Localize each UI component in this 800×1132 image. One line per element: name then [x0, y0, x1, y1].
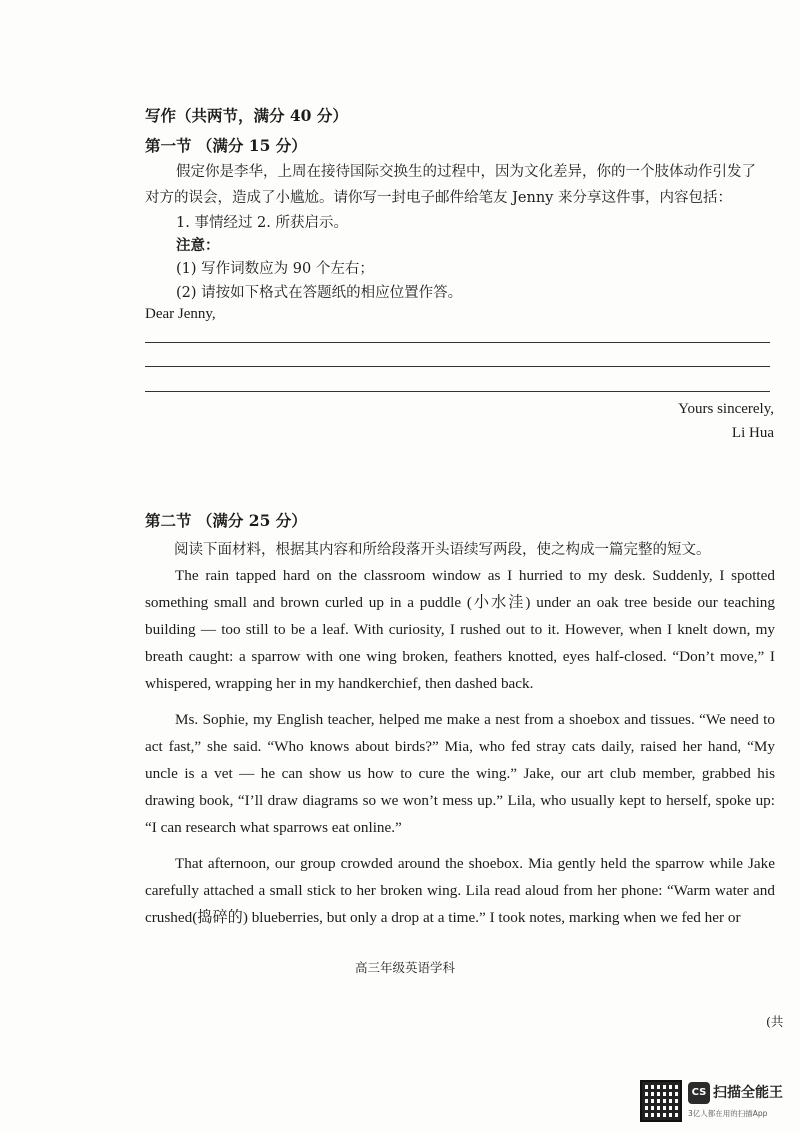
part1-heading: 第一节 （满分 15 分） — [145, 136, 307, 155]
part1-prompt-line2: 对方的误会，造成了小尴尬。请你写一封电子邮件给笔友 Jenny 来分享这件事，内容包括： — [145, 190, 732, 206]
answer-line-2 — [145, 366, 770, 367]
reading-passage — [145, 562, 775, 940]
camscanner-logo: CS — [688, 1082, 710, 1104]
notice-label: 注意： — [176, 237, 220, 254]
note-1: (1) 写作词数应为 90 个左右； — [176, 261, 374, 277]
answer-line-3 — [145, 391, 770, 392]
letter-closing: Yours sincerely, — [678, 401, 774, 417]
passage-paragraph-3: That afternoon, our group crowded around the shoebox. Mia gently held the sparrow while Jake carefully attached a small stick to her broken wing. Lila read aloud from her phone: “Warm water and crushed(捣碎的) blueberries, but only a drop at a time.” I took notes, marking when we fed her or — [145, 855, 775, 926]
passage-paragraph-1: The rain tapped hard on the classroom window as I hurried to my desk. Suddenly, I spotted something small and brown curled up in a puddle (小水洼) under an oak tree beside our teaching building — too still to be a leaf. With curiosity, I rushed out to it. However, when I knelt down, my breath caught: a sparrow with one wing broken, feathers knotted, eyes half-closed. “Don’t move,” I whispered, wrapping her in my handkerchief, then dashed back. — [145, 567, 775, 692]
answer-line-1 — [145, 342, 770, 343]
letter-greeting: Dear Jenny, — [145, 306, 216, 322]
footer-page-hint: (共 — [766, 1014, 784, 1029]
part2-heading: 第二节 （满分 25 分） — [145, 511, 307, 530]
section-title: 写作（共两节，满分 40 分） — [145, 106, 348, 125]
part1-prompt-line1: 假定你是李华，上周在接待国际交换生的过程中，因为文化差异，你的一个肢体动作引发了 — [176, 164, 756, 180]
part1-points: 1. 事情经过 2. 所获启示。 — [176, 215, 348, 231]
part2-instruction: 阅读下面材料，根据其内容和所给段落开头语续写两段，使之构成一篇完整的短文。 — [174, 542, 711, 558]
qr-code-icon — [640, 1080, 682, 1122]
passage-paragraph-2: Ms. Sophie, my English teacher, helped me make a nest from a shoebox and tissues. “We need to act fast,” she said. “Who knows about birds?” Mia, who fed stray cats daily, raised her hand, “My uncle is a vet — he can show us how to cure the wing.” Jake, our art club member, grabbed his drawing book, “I’ll draw diagrams so we won’t mess up.” Lila, who usually kept to herself, spoke up: “I can research what sparrows eat online.” — [145, 711, 775, 836]
scanner-title: 扫描全能王 — [713, 1085, 783, 1101]
footer-subject: 高三年级英语学科 — [355, 960, 456, 975]
scanner-subtitle: 3亿人都在用的扫描App — [688, 1109, 768, 1118]
note-2: (2) 请按如下格式在答题纸的相应位置作答。 — [176, 285, 463, 301]
letter-signature: Li Hua — [731, 425, 774, 441]
